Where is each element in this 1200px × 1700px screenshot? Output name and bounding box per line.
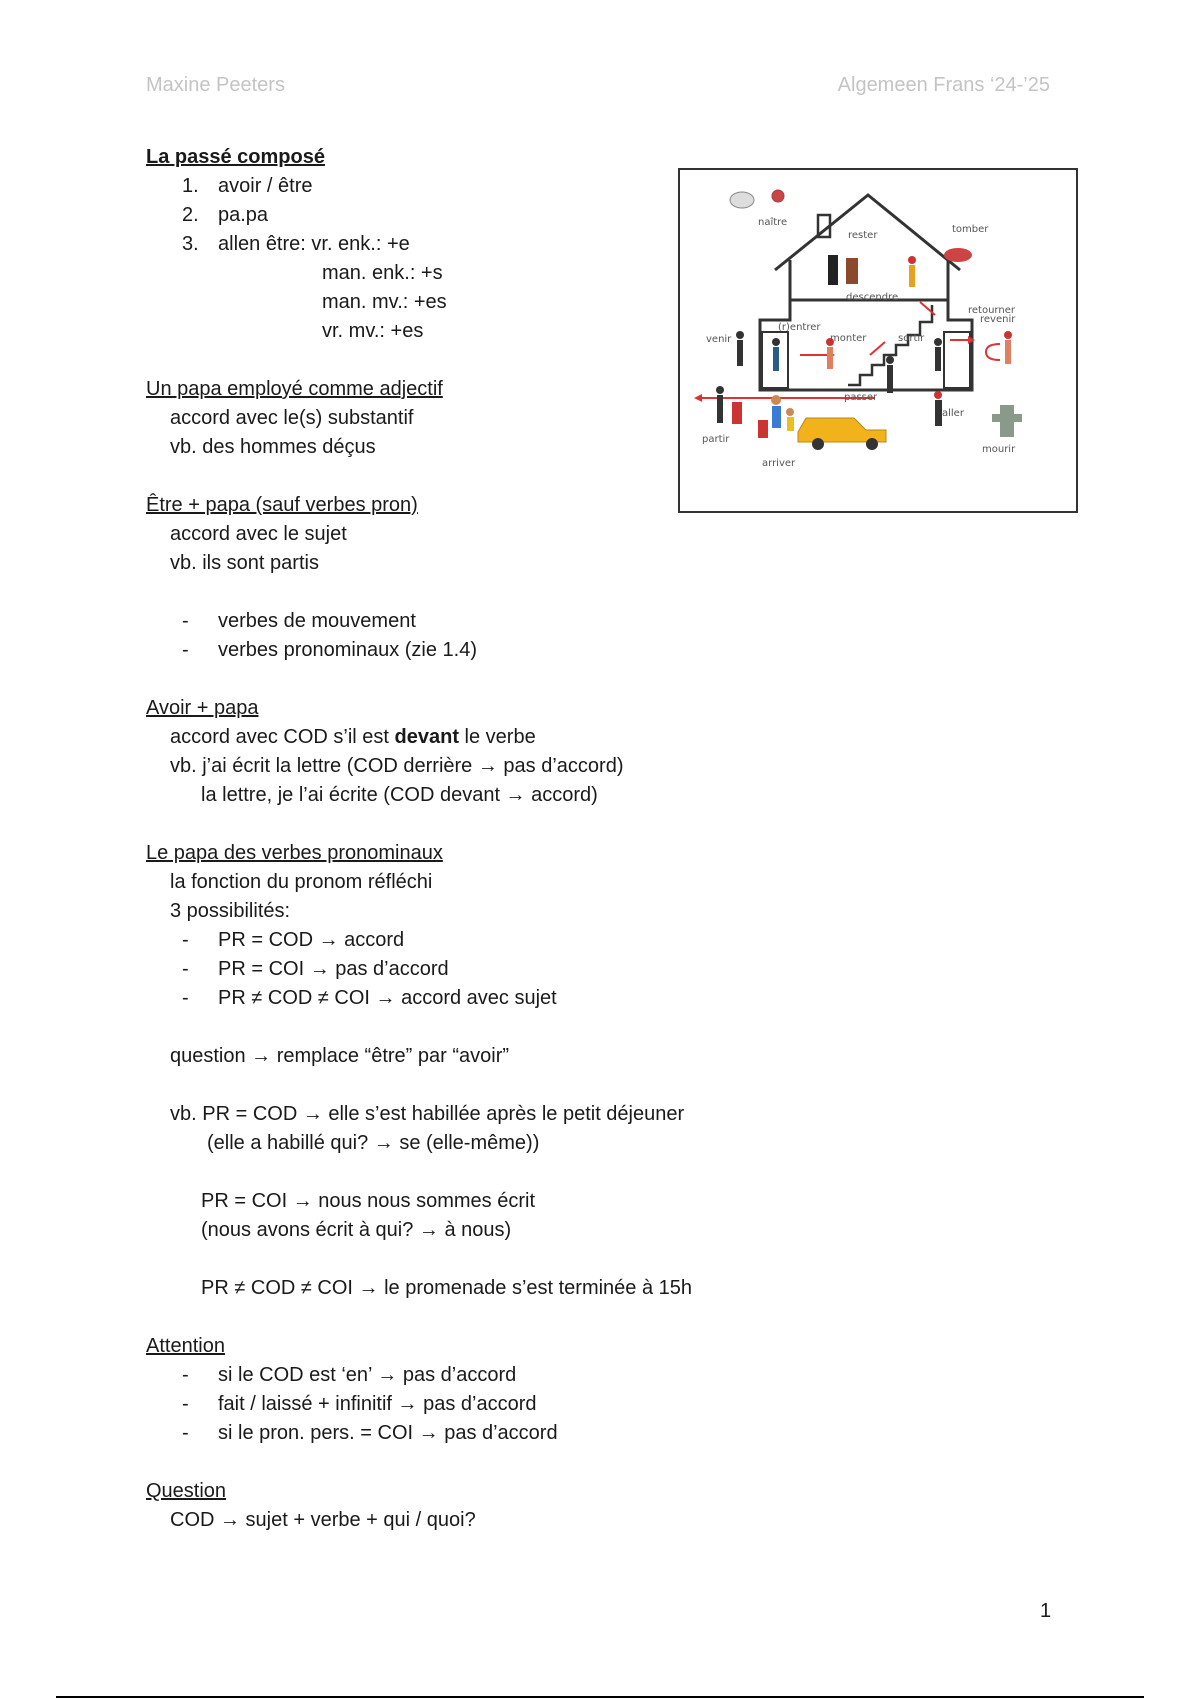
etre-verbs-house-illustration [678,168,1078,513]
label-rentrer: (r)entrer [778,322,821,333]
label-naitre: naître [758,217,788,228]
example-line: (elle a habillé qui? → se (elle-même)) [207,1132,540,1154]
agreement-rule: man. mv.: +es [322,291,447,313]
note-line: question → remplace “être” par “avoir” [170,1045,510,1067]
list-item [146,172,766,201]
note-line [146,723,766,752]
label-sortir: sortir [898,333,925,344]
example-line: (nous avons écrit à qui? → à nous) [201,1219,512,1241]
label-partir: partir [702,434,730,445]
list-number: 1. [182,175,199,197]
note-line: 3 possibilités: [170,900,291,922]
section-title-question: Question [146,1480,227,1502]
section-title-attention: Attention [146,1335,225,1357]
label-revenir: revenir [980,314,1016,325]
bullet-item: - si le COD est ‘en’ → pas d’accord [146,1361,766,1390]
note-line: accord avec le sujet [170,523,347,545]
list-text: avoir / être [218,175,313,197]
person-sortir-icon [934,338,942,371]
note-text: accord avec COD s’il est [170,726,395,748]
header-course: Algemeen Frans ‘24-’25 [837,74,1050,96]
list-number: 3. [182,233,199,255]
label-arriver: arriver [762,458,796,469]
note-line: la fonction du pronom réfléchi [170,871,433,893]
agreement-rule: man. enk.: +s [322,262,443,284]
header-author: Maxine Peeters [146,74,285,96]
person-descendre-icon [908,256,916,287]
label-rester: rester [848,230,878,241]
page-divider [56,1696,1144,1698]
list-item [146,230,766,259]
label-monter: monter [830,333,867,344]
label-tomber: tomber [952,224,989,235]
house-diagram [680,170,1076,511]
emphasis-text: devant [394,726,459,748]
example-line: PR = COI → nous nous sommes écrit [201,1190,536,1212]
note-text: le verbe [458,726,536,748]
list-text: pa.pa [218,204,269,226]
person-entrer-icon [772,338,780,371]
section-title-etre-papa: Être + papa (sauf verbes pron) [146,494,418,516]
bullet-item: - PR = COD → accord [146,926,766,955]
note-line: vb. ils sont partis [170,552,319,574]
page-number: 1 [1040,1600,1052,1622]
example-line: vb. PR = COD → elle s’est habillée après le petit déjeuner [170,1103,685,1125]
list-number: 2. [182,204,199,226]
label-retourner: retourner [968,305,1015,316]
label-passer: passer [844,392,878,403]
bullet-item: - PR = COI → pas d’accord [146,955,766,984]
note-line: vb. j’ai écrit la lettre (COD derrière → pas d’accord) [170,755,624,777]
notes-body [146,143,766,1535]
desk-icon [846,258,858,284]
stork-icon [730,192,754,208]
note-line: COD → sujet + verbe + qui / quoi? [170,1509,476,1531]
section-title-adjectif: Un papa employé comme adjectif [146,378,443,400]
family-arriver-icon [758,395,794,438]
person-retourner-icon [1004,331,1012,364]
arrow-revenir [986,344,1000,360]
list-text: allen être: vr. enk.: +e [218,233,410,255]
section-title-avoir-papa: Avoir + papa [146,697,259,719]
section-title-passe-compose: La passé composé [146,146,325,168]
section-title-pronominaux: Le papa des verbes pronominaux [146,842,443,864]
person-tomber-icon [944,248,972,262]
label-mourir: mourir [982,444,1016,455]
person-venir-icon [736,331,744,366]
label-aller: aller [942,408,964,419]
baby-bundle-icon [772,190,784,202]
example-line: PR ≠ COD ≠ COI → le promenade s’est terminée à 15h [201,1277,693,1299]
list-item [146,201,766,230]
bullet-item: - fait / laissé + infinitif → pas d’accord [146,1390,766,1419]
bullet-item: - verbes pronominaux (zie 1.4) [146,636,766,665]
bullet-item: - si le pron. pers. = COI → pas d’accord [146,1419,766,1448]
person-rester-icon [828,255,838,285]
note-line: la lettre, je l’ai écrite (COD devant → accord) [201,784,598,806]
person-aller-icon [934,391,942,426]
bullet-item: - verbes de mouvement [146,607,766,636]
gravestone-icon [992,405,1022,437]
label-descendre: descendre [846,292,899,303]
note-line: accord avec le(s) substantif [170,407,414,429]
note-line: vb. des hommes déçus [170,436,376,458]
agreement-rule: vr. mv.: +es [322,320,424,342]
taxi-icon [798,418,886,450]
person-passer-icon [886,356,894,393]
label-venir: venir [706,334,732,345]
person-partir-icon [716,386,742,424]
bullet-item: - PR ≠ COD ≠ COI → accord avec sujet [146,984,766,1013]
